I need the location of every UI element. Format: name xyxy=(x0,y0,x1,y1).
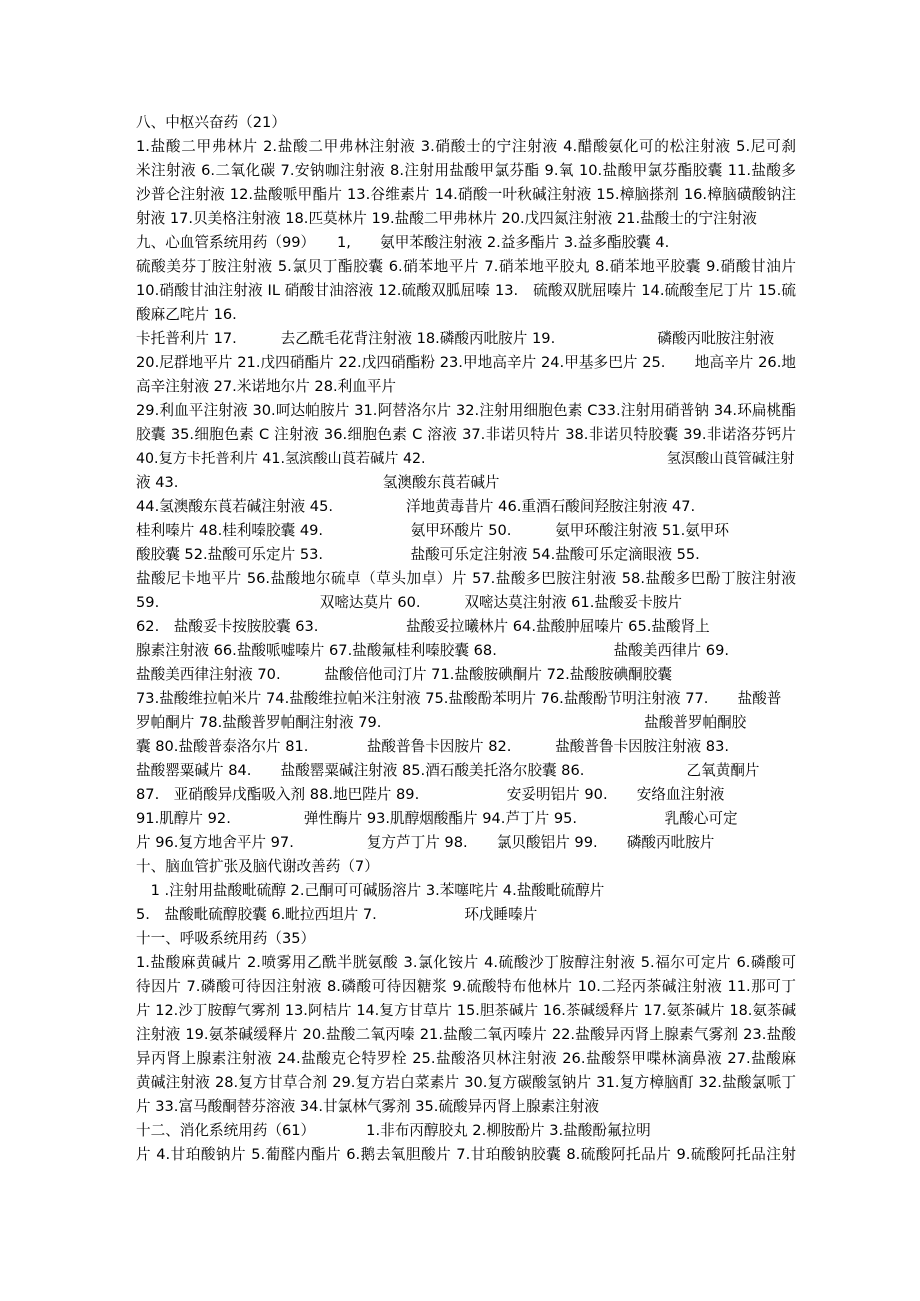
text-line: 片 96.复方地舍平片 97. 复方芦丁片 98. 氯贝酸铝片 99. 磷酸丙吡胺片 xyxy=(136,834,715,851)
text-line: 62. 盐酸妥卡按胺胶囊 63. 盐酸妥拉曦林片 64.盐酸肿屈嗪片 65.盐酸肾上 xyxy=(136,618,710,635)
text-line: 沙普仑注射液 12.盐酸哌甲酯片 13.谷维素片 14.硝酸一叶秋碱注射液 15.樟脑搽剂 16.樟脑磺酸钠注 xyxy=(136,186,796,203)
text-line: 待因片 7.磷酸可待因注射液 8.磷酸可待因糖浆 9.硫酸特布他林片 10.二羟丙茶碱注射液 11.那可丁 xyxy=(136,978,796,995)
text-line: 40.复方卡托普利片 41.氢滨酸山莨若碱片 42. 氢溟酸山莨管碱注射 xyxy=(136,451,795,467)
text-line: 卡托普利片 17. 去乙酰毛花背注射液 18.磷酸丙吡胺片 19. 磷酸丙吡胺注射液 xyxy=(136,330,775,347)
text-line: 射液 17.贝美格注射液 18.匹莫林片 19.盐酸二甲弗林片 20.戊四氮注射液 21.盐酸士的宁注射液 xyxy=(136,210,757,227)
text-line: 73.盐酸维拉帕米片 74.盐酸维拉帕米注射液 75.盐酸酚苯明片 76.盐酸酚节明注射液 77. 盐酸普 xyxy=(136,690,782,707)
text-line: 1.盐酸二甲弗林片 2.盐酸二甲弗林注射液 3.硝酸士的宁注射液 4.醋酸氨化可的松注射液 5.尼可刹 xyxy=(136,138,796,155)
text-line: 囊 80.盐酸普泰洛尔片 81. 盐酸普鲁卡因胺片 82. 盐酸普鲁卡因胺注射液 83. xyxy=(136,738,729,755)
text-line: 酸胶囊 52.盐酸可乐定片 53. 盐酸可乐定注射液 54.盐酸可乐定滴眼液 55. xyxy=(136,546,700,563)
text-line: 44.氢澳酸东莨若碱注射液 45. 洋地黄毒昔片 46.重酒石酸间羟胺注射液 47. xyxy=(136,498,696,515)
text-line: 10.硝酸甘油注射液 IL 硝酸甘油溶液 12.硫酸双胍屈嗪 13. 硫酸双胱屈嗪片 14.硫酸奎尼丁片 15.硫 xyxy=(136,282,796,299)
text-line: 胶囊 35.细胞色素 C 注射液 36.细胞色素 C 溶液 37.非诺贝特片 38.非诺贝特胶囊 39.非诺洛芬钙片 xyxy=(136,426,796,443)
text-line: 盐酸美西律注射液 70. 盐酸倍他司汀片 71.盐酸胺碘酮片 72.盐酸胺碘酮胶囊 xyxy=(136,666,672,683)
text-line: 片 4.甘珀酸钠片 5.葡醛内酯片 6.鹅去氧胆酸片 7.甘珀酸钠胶囊 8.硫酸阿托品片 9.硫酸阿托品注射 xyxy=(136,1146,796,1163)
text-line: 29.利血平注射液 30.呵达帕胺片 31.阿替洛尔片 32.注射用细胞色素 C33.注射用硝普钠 34.环扁桃酯 xyxy=(136,402,796,419)
section-heading: 九、心血管系统用药（99） 1, 氨甲苯酸注射液 2.益多酯片 3.益多酯胶囊 4. xyxy=(136,234,670,251)
text-line: 盐酸尼卡地平片 56.盐酸地尔硫卓（草头加卓）片 57.盐酸多巴胺注射液 58.盐酸多巴酚丁胺注射液 xyxy=(136,570,796,587)
text-line: 罗帕酮片 78.盐酸普罗帕酮注射液 79. 盐酸普罗帕酮胶 xyxy=(136,714,747,731)
section-heading: 八、中枢兴奋药（21） xyxy=(136,114,286,131)
section-heading: 十、脑血管扩张及脑代谢改善药（7） xyxy=(136,858,379,875)
text-line: 注射液 19.氨茶碱缓释片 20.盐酸二氧丙嗪 21.盐酸二氧丙嗪片 22.盐酸异丙肾上腺素气雾剂 23.盐酸 xyxy=(136,1026,796,1043)
text-line: 1 .注射用盐酸毗硫醇 2.己酮可可碱肠溶片 3.苯噻咤片 4.盐酸毗硫醇片 xyxy=(136,882,605,899)
text-line: 87. 亚硝酸异戊酯吸入剂 88.地巴陛片 89. 安妥明铝片 90. 安络血注射液 xyxy=(136,786,725,803)
text-line: 液 43. 氢澳酸东莨若碱片 xyxy=(136,474,500,491)
text-line: 1.盐酸麻黄碱片 2.喷雾用乙酰半胱氨酸 3.氯化铵片 4.硫酸沙丁胺醇注射液 5.福尔可定片 6.磷酸可 xyxy=(136,954,796,971)
text-line: 腺素注射液 66.盐酸哌嘘嗪片 67.盐酸氟桂利嗪胶囊 68. 盐酸美西律片 69. xyxy=(136,642,729,659)
text-line: 桂利嗪片 48.桂利嗪胶囊 49. 氨甲环酸片 50. 氨甲环酸注射液 51.氨甲环 xyxy=(136,522,729,539)
text-line: 59. 双嘧达莫片 60. 双嘧达莫注射液 61.盐酸妥卡胺片 xyxy=(136,594,682,611)
text-line: 高辛注射液 27.米诺地尔片 28.利血平片 xyxy=(136,378,397,395)
text-line: 20.尼群地平片 21.戊四硝酯片 22.戊四硝酯粉 23.甲地高辛片 24.甲基多巴片 25. 地高辛片 26.地 xyxy=(136,354,796,371)
section-heading: 十一、呼吸系统用药（35） xyxy=(136,930,316,947)
section-heading: 十二、消化系统用药（61） 1.非布丙醇胶丸 2.柳胺酚片 3.盐酸酚氟拉明 xyxy=(136,1122,651,1139)
text-line: 黄碱注射液 28.复方甘草合剂 29.复方岩白菜素片 30.复方碳酸氢钠片 31.复方樟脑酊 32.盐酸氯哌丁 xyxy=(136,1074,796,1091)
text-line: 片 12.沙丁胺醇气雾剂 13.阿桔片 14.复方甘草片 15.胆茶碱片 16.茶碱缓释片 17.氨茶碱片 18.氨茶碱 xyxy=(136,1003,796,1019)
text-line: 酸麻乙咤片 16. xyxy=(136,306,237,323)
text-line: 异丙肾上腺素注射液 24.盐酸克仑特罗栓 25.盐酸洛贝林注射液 26.盐酸祭甲喋林滴鼻液 27.盐酸麻 xyxy=(136,1050,796,1067)
text-line: 盐酸罂粟碱片 84. 盐酸罂粟碱注射液 85.酒石酸美托洛尔胶囊 86. 乙氧黄酮片 xyxy=(136,762,760,779)
text-line: 5. 盐酸毗硫醇胶囊 6.毗拉西坦片 7. 环戊睡嗪片 xyxy=(136,906,538,923)
text-line: 91.肌醇片 92. 弹性酶片 93.肌醇烟酸酯片 94.芦丁片 95. 乳酸心可定 xyxy=(136,810,738,827)
text-line: 硫酸美芬丁胺注射液 5.氯贝丁酯胶囊 6.硝苯地平片 7.硝苯地平胶丸 8.硝苯地平胶囊 9.硝酸甘油片 xyxy=(136,258,796,275)
text-line: 片 33.富马酸酮替芬溶液 34.甘氯林气雾剂 35.硫酸异丙肾上腺素注射液 xyxy=(136,1098,599,1115)
text-line: 米注射液 6.二氧化碳 7.安钠咖注射液 8.注射用盐酸甲氯芬酯 9.氧 10.盐酸甲氯芬酯胶囊 11.盐酸多 xyxy=(136,162,796,179)
